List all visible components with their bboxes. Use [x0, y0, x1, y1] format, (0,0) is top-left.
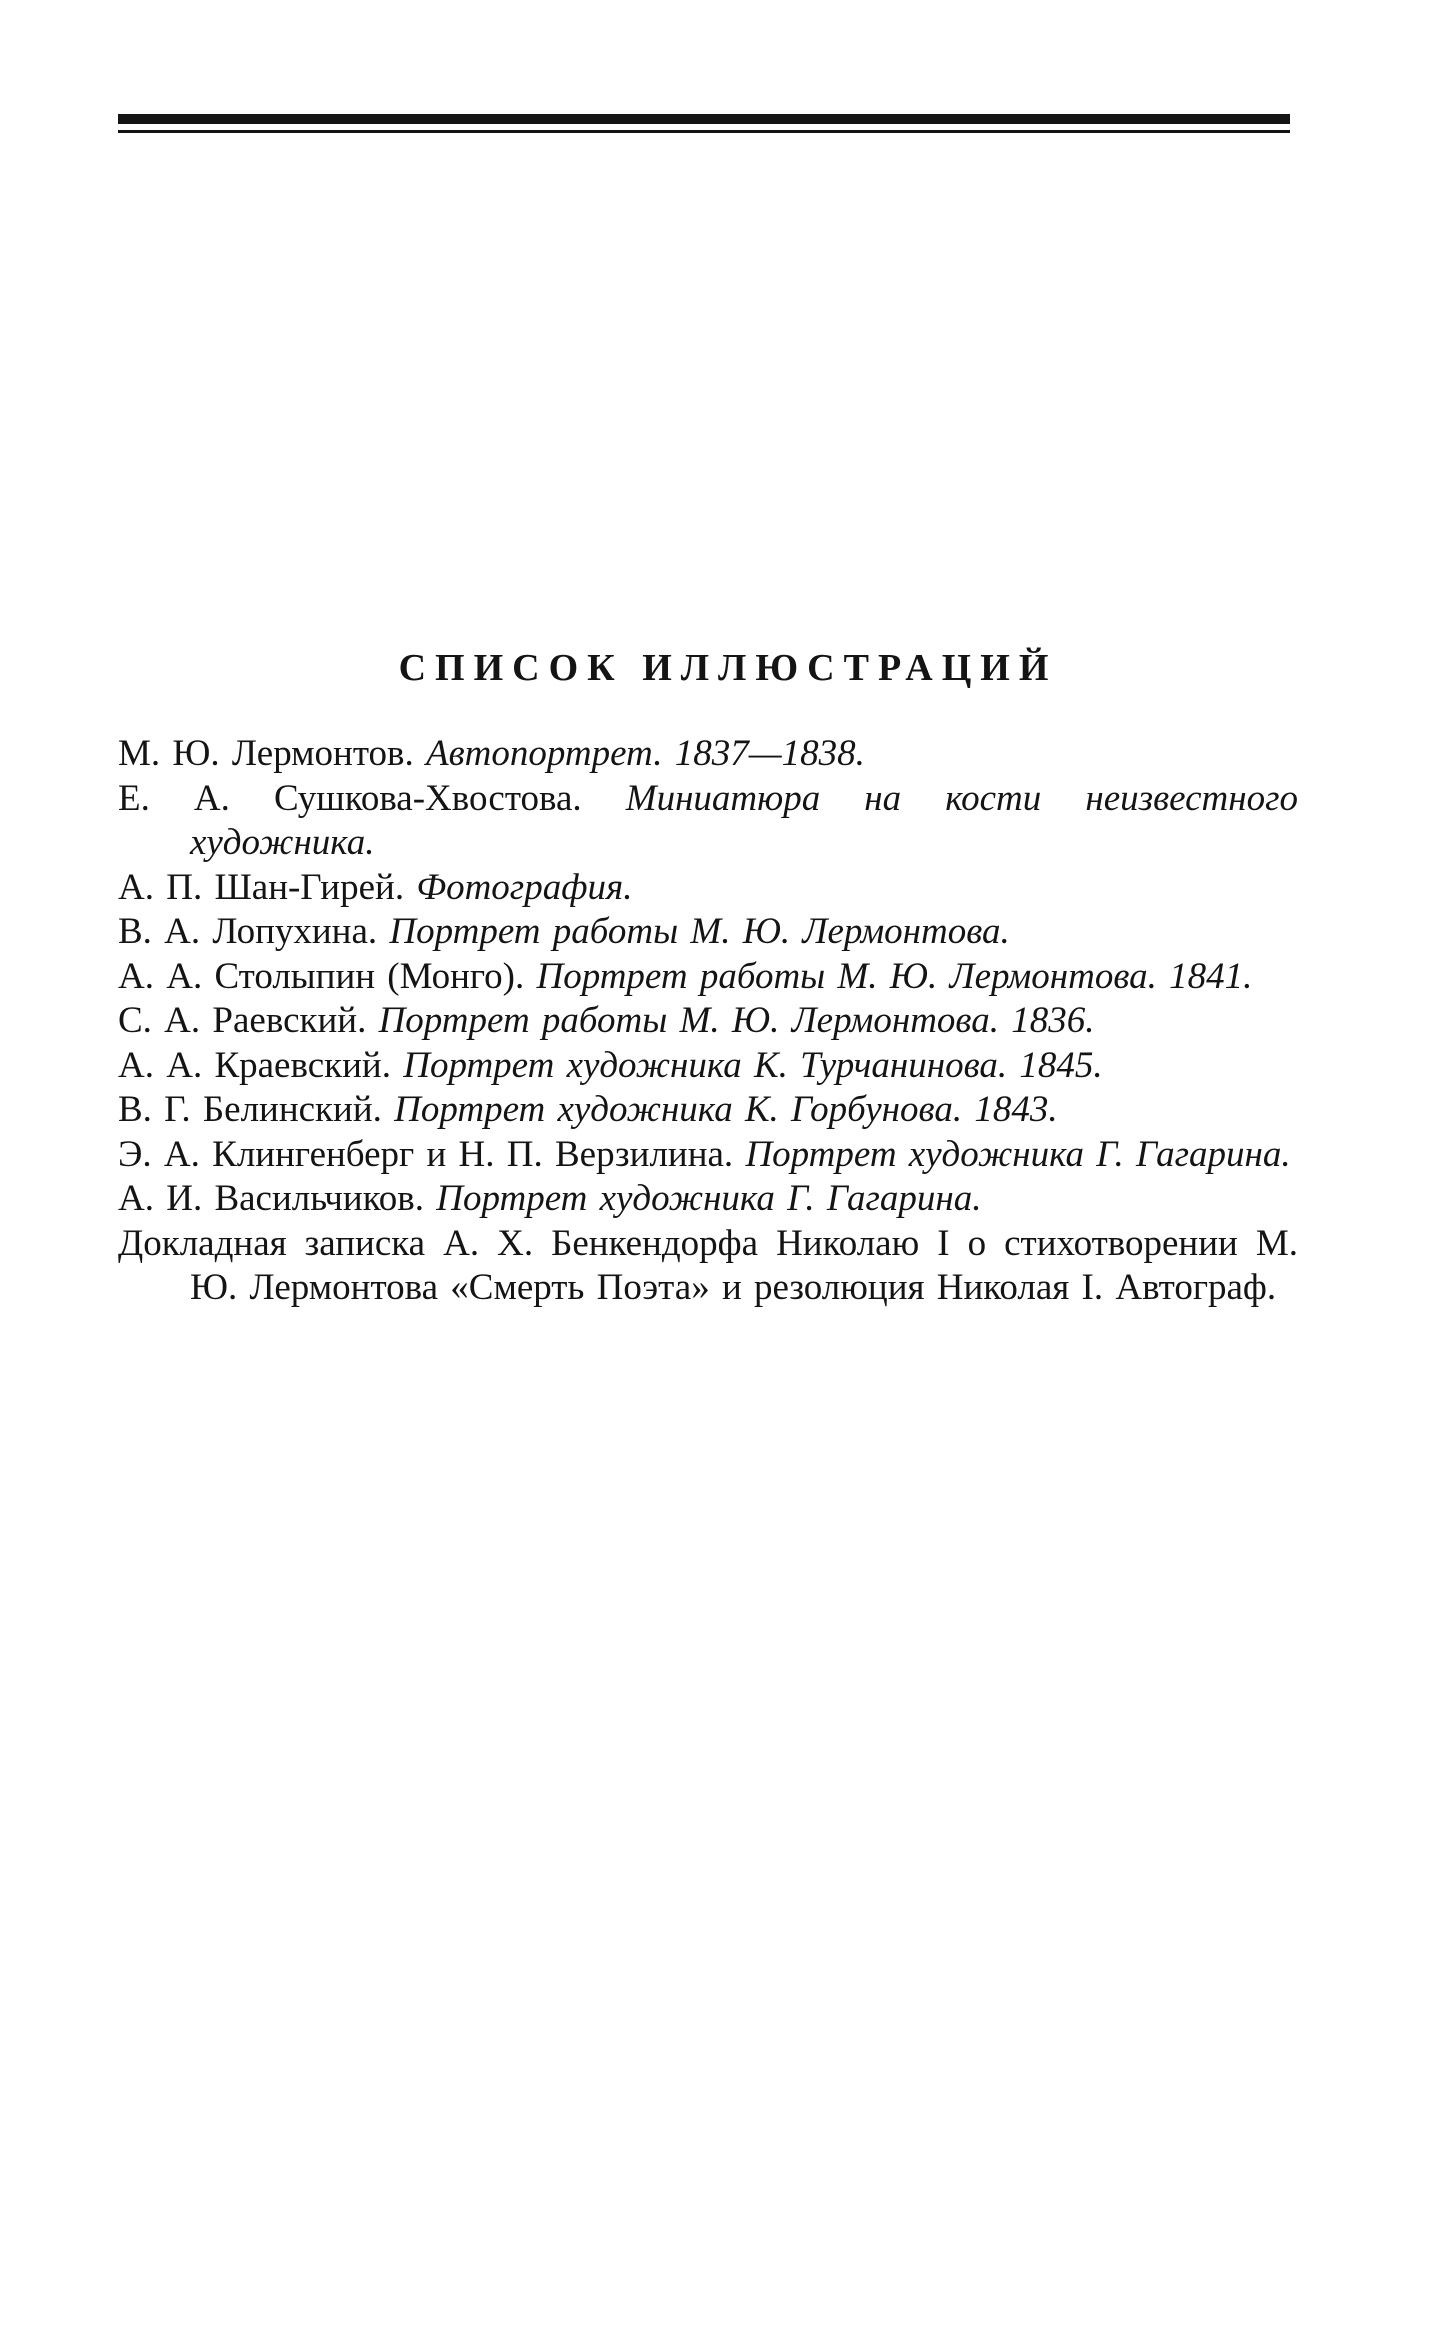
item-title: Портрет работы М. Ю. Лермонтова. 1841. [536, 955, 1253, 997]
item-name: А. И. Васильчиков. [118, 1178, 425, 1219]
list-item [118, 732, 1298, 777]
item-name: В. Г. Белинский. [118, 1089, 382, 1130]
item-name: М. Ю. Лермонтов. [118, 733, 414, 774]
list-item [118, 777, 1298, 866]
list-item [118, 866, 1298, 911]
item-name: Докладная записка А. Х. Бенкендорфа Николаю I о стихотворении М. Ю. Лермонтова «Смерть Поэта» и резолюция Николая I. Автограф. [118, 1222, 1298, 1308]
item-title: Портрет работы М. Ю. Лермонтова. [389, 911, 1010, 952]
list-item [118, 910, 1298, 955]
list-item [118, 1044, 1298, 1089]
item-name: А. А. Краевский. [118, 1044, 391, 1086]
illustration-list [118, 732, 1298, 1311]
item-name: С. А. Раевский. [118, 1000, 367, 1041]
item-name: В. А. Лопухина. [118, 911, 378, 952]
top-rule [118, 114, 1290, 124]
list-item [118, 1222, 1298, 1311]
item-name: Е. А. Сушкова-Хвостова. [118, 777, 582, 819]
item-title: Портрет художника К. Горбунова. 1843. [394, 1089, 1058, 1130]
item-title: Портрет художника К. Турчанинова. 1845. [403, 1044, 1103, 1086]
list-item [118, 1177, 1298, 1222]
item-name: Э. А. Клингенберг и Н. П. Верзилина. [118, 1133, 734, 1175]
top-rule-thin [118, 130, 1290, 133]
item-title: Портрет художника Г. Гагарина. [436, 1178, 982, 1219]
item-title: Автопортрет. 1837—1838. [426, 733, 865, 774]
page-heading: СПИСОК ИЛЛЮСТРАЦИЙ [398, 647, 1058, 689]
list-item [118, 1133, 1298, 1178]
item-title: Портрет работы М. Ю. Лермонтова. 1836. [378, 1000, 1095, 1041]
item-title: Миниатюра на кости неизвестного художника. [190, 777, 1298, 863]
list-item [118, 1088, 1298, 1133]
item-title: Портрет художника Г. Гагарина. [745, 1133, 1291, 1175]
item-name: А. П. Шан-Гирей. [118, 866, 405, 908]
item-title: Фотография. [416, 866, 633, 908]
item-name: А. А. Столыпин (Монго). [118, 955, 525, 997]
list-item [118, 955, 1298, 1000]
list-item [118, 999, 1298, 1044]
